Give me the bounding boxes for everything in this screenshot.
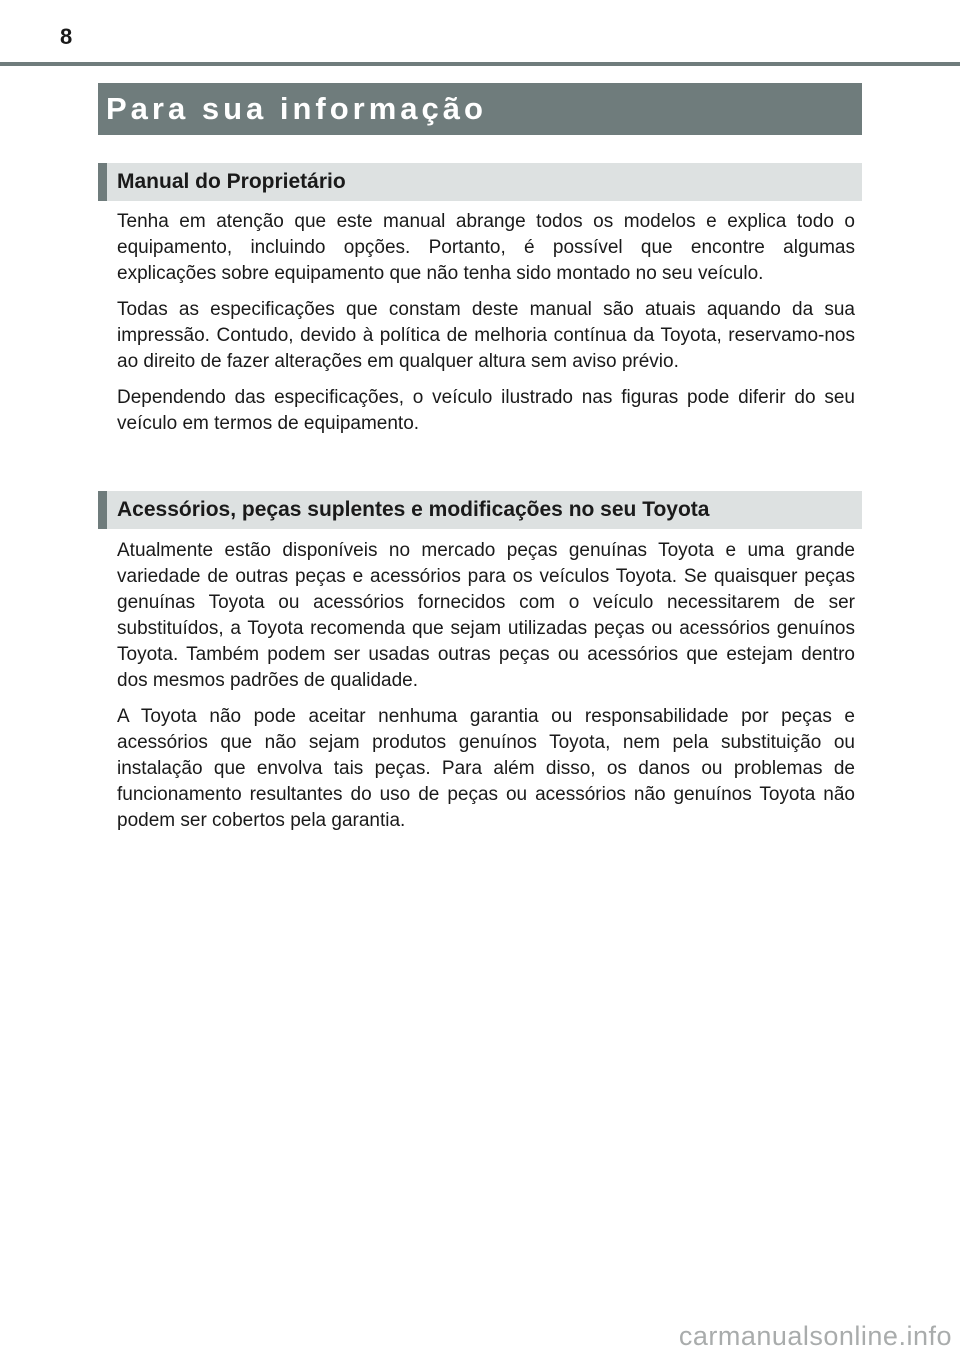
watermark-text: carmanualsonline.info [678, 1321, 952, 1351]
chapter-banner [98, 83, 862, 135]
paragraph: Atualmente estão disponíveis no mercado peças genuínas Toyota e uma grande variedade de outras peças e acessórios para os veículos Toyota. Se quaisquer peças genuínas Toyota ou acessórios fornecidos com o veículo necessitarem de ser substituídos, a Toyota recomenda que sejam utilizadas peças ou acessórios genuínos Toyota. Também podem ser usadas outras peças ou acessórios que estejam dentro dos mesmos padrões de qualidade. [117, 540, 855, 691]
section-body-manual [117, 209, 855, 447]
section-heading-manual [98, 163, 862, 201]
section-body-accessories [117, 538, 855, 844]
paragraph: A Toyota não pode aceitar nenhuma garantia ou responsabilidade por peças e acessórios que não sejam produtos genuínos Toyota, nem pela substituição ou instalação que envolva tais peças. Para além disso, os danos ou problemas de funcionamento resultantes do uso de peças ou acessórios não genuínos Toyota não podem ser cobertos pela garantia. [117, 706, 855, 831]
page-number: 8 [60, 24, 73, 49]
paragraph: Todas as especificações que constam deste manual são atuais aquando da sua impressão. Contudo, devido à política de melhoria contínua da Toyota, reservamo-nos ao direito de fazer alterações em qualquer altura sem aviso prévio. [117, 299, 855, 372]
header-rule [0, 62, 960, 66]
section-heading-accessories [98, 491, 862, 529]
section-heading-text: Manual do Proprietário [117, 170, 346, 193]
chapter-title: Para sua informação [106, 91, 487, 126]
paragraph: Tenha em atenção que este manual abrange todos os modelos e explica todo o equipamento, incluindo opções. Portanto, é possível que encontre algumas explicações sobre equipamento que não tenha sido montado no seu veículo. [117, 211, 855, 284]
paragraph: Dependendo das especificações, o veículo ilustrado nas figuras pode diferir do seu veículo em termos de equipamento. [117, 387, 855, 434]
section-heading-text: Acessórios, peças suplentes e modificações no seu Toyota [117, 498, 710, 521]
